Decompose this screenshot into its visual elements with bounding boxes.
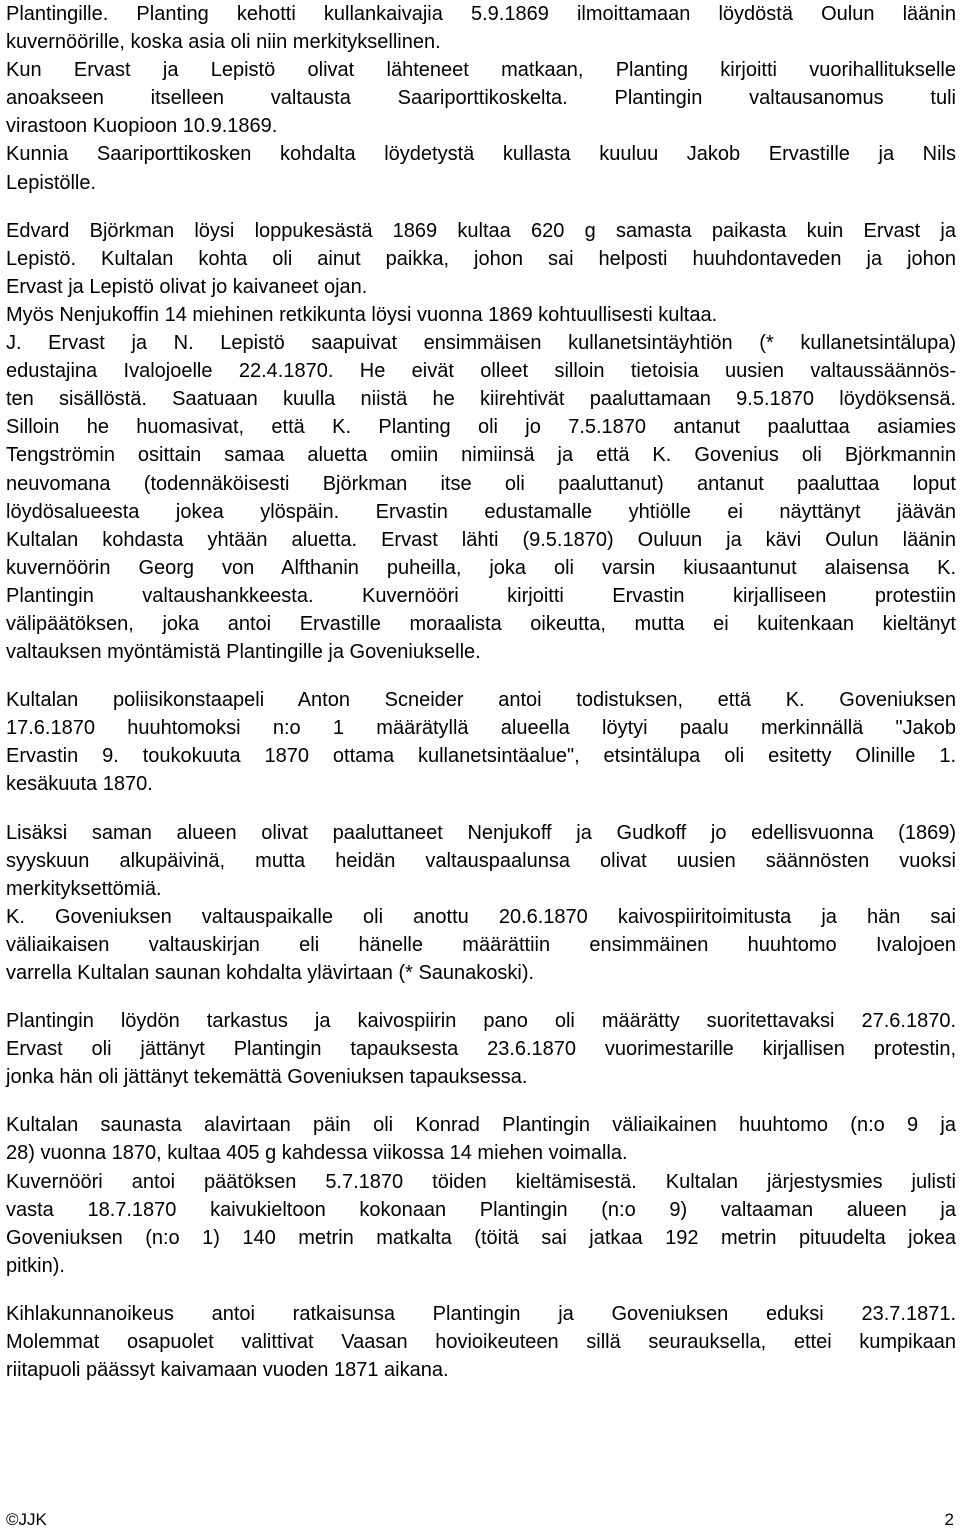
text-line: Kunnia Saariporttikosken kohdalta löydetystä kullasta kuuluu Jakob Ervastille ja Nils [6,143,956,166]
text-line: 17.6.1870 huuhtomoksi n:o 1 määrätyllä alueella löytyi paalu merkinnällä "Jakob [6,717,956,740]
text-line: Ervastin 9. toukokuuta 1870 ottama kullanetsintäalue", etsintälupa oli esitetty Olinille 1. [6,745,956,768]
text-line: Molemmat osapuolet valittivat Vaasan hovioikeuteen sillä seurauksella, ettei kumpikaan [6,1331,956,1354]
text-line: Goveniuksen (n:o 1) 140 metrin matkalta (töitä sai jatkaa 192 metrin pituudelta jokea [6,1226,956,1249]
document-body [6,0,956,1384]
text-line: Ervast ja Lepistö olivat jo kaivaneet ojan. [6,275,368,298]
text-line: valtauksen myöntämistä Plantingille ja Goveniukselle. [6,641,481,664]
paragraph-gap [6,987,956,1007]
text-line: Kun Ervast ja Lepistö olivat lähteneet matkaan, Planting kirjoitti vuorihallitukselle [6,59,956,82]
text-line: Edvard Björkman löysi loppukesästä 1869 kultaa 620 g samasta paikasta kuin Ervast ja [6,219,956,242]
page-number: 2 [944,1510,954,1529]
text-line: välipäätöksen, joka antoi Ervastille moraalista oikeutta, mutta ei kuitenkaan kieltänyt [6,612,956,635]
text-line: varrella Kultalan saunan kohdalta ylävirtaan (* Saunakoski). [6,962,535,984]
page-footer [6,1510,954,1530]
paragraph-gap [6,197,956,217]
text-line: Myös Nenjukoffin 14 miehinen retkikunta löysi vuonna 1869 kohtuullisesti kultaa. [6,303,718,326]
text-line: Plantingille. Planting kehotti kullankaivajia 5.9.1869 ilmoittamaan löydöstä Oulun läänin [6,3,956,25]
text-line: Kuvernööri antoi päätöksen 5.7.1870 töiden kieltämisestä. Kultalan järjestysmies julisti [6,1170,956,1193]
paragraph-gap [6,666,956,686]
text-line: kuvernöörin Georg von Alfthanin puheilla, joka oli varsin kiusaantunut alaisensa K. [6,556,956,579]
text-line: Kihlakunnanoikeus antoi ratkaisunsa Plantingin ja Goveniuksen eduksi 23.7.1871. [6,1302,956,1325]
text-line: virastoon Kuopioon 10.9.1869. [6,115,278,138]
text-line: Kultalan saunasta alavirtaan päin oli Konrad Plantingin väliaikainen huuhtomo (n:o 9 ja [6,1114,956,1137]
text-line: merkityksettömiä. [6,877,162,900]
paragraph-3 [6,686,956,798]
paragraph-2 [6,217,956,667]
paragraph-1 [6,0,956,197]
text-line: kesäkuuta 1870. [6,773,153,796]
text-line: riitapuoli päässyt kaivamaan vuoden 1871 aikana. [6,1359,449,1382]
text-line: löydösalueesta jokea ylöspäin. Ervastin edustamalle yhtiölle ei näyttänyt jäävän [6,500,956,523]
text-line: Lisäksi saman alueen olivat paaluttaneet Nenjukoff ja Gudkoff jo edellisvuonna (1869) [6,821,956,844]
paragraph-gap [6,1091,956,1111]
text-line: K. Goveniuksen valtauspaikalle oli anottu 20.6.1870 kaivospiiritoimitusta ja hän sai [6,905,956,928]
text-line: pitkin). [6,1254,65,1277]
text-line: 28) vuonna 1870, kultaa 405 g kahdessa viikossa 14 miehen voimalla. [6,1142,628,1165]
text-line: vasta 18.7.1870 kaivukieltoon kokonaan Plantingin (n:o 9) valtaaman alueen ja [6,1198,956,1221]
text-line: Kultalan poliisikonstaapeli Anton Scneider antoi todistuksen, että K. Goveniuksen [6,689,956,712]
text-line: kuvernöörille, koska asia oli niin merkityksellinen. [6,31,441,54]
text-line: Tengströmin osittain samaa aluetta omiin nimiinsä ja että K. Govenius oli Björkmannin [6,444,956,467]
text-line: ten sisällöstä. Saatuaan kuulla niistä he kiirehtivät paaluttamaan 9.5.1870 löydöksensä. [6,388,956,411]
text-line: väliaikaisen valtauskirjan eli hänelle määrättiin ensimmäinen huuhtomo Ivalojoen [6,933,956,956]
paragraph-7 [6,1300,956,1384]
text-line: edustajina Ivalojoelle 22.4.1870. He eivät olleet silloin tietoisia uusien valtaussäännös- [6,360,956,383]
paragraph-gap [6,799,956,819]
text-line: Lepistölle. [6,171,97,194]
text-line: syyskuun alkupäivinä, mutta heidän valtauspaalunsa olivat uusien säännösten vuoksi [6,849,956,872]
paragraph-6 [6,1111,956,1280]
text-line: Kultalan kohdasta yhtään aluetta. Ervast lähti (9.5.1870) Ouluun ja kävi Oulun läänin [6,528,956,551]
text-line: Silloin he huomasivat, että K. Planting oli jo 7.5.1870 antanut paaluttaa asiamies [6,416,956,439]
text-line: Plantingin valtaushankkeesta. Kuvernööri kirjoitti Ervastin kirjalliseen protestiin [6,584,956,607]
text-line: J. Ervast ja N. Lepistö saapuivat ensimmäisen kullanetsintäyhtiön (* kullanetsintälupa) [6,332,956,355]
text-line: Lepistö. Kultalan kohta oli ainut paikka, johon sai helposti huuhdontaveden ja johon [6,247,956,270]
text-line: jonka hän oli jättänyt tekemättä Goveniuksen tapauksessa. [6,1066,528,1089]
paragraph-4 [6,819,956,988]
text-line: Ervast oli jättänyt Plantingin tapauksesta 23.6.1870 vuorimestarille kirjallisen protestin, [6,1038,956,1061]
copyright-label: ©JJK [6,1510,47,1529]
text-line: Plantingin löydön tarkastus ja kaivospiirin pano oli määrätty suoritettavaksi 27.6.1870. [6,1010,956,1033]
text-line: anoakseen itselleen valtausta Saariporttikoskelta. Plantingin valtausanomus tuli [6,87,956,110]
paragraph-gap [6,1280,956,1300]
text-line: neuvomana (todennäköisesti Björkman itse oli paaluttanut) antanut paaluttaa loput [6,472,956,495]
paragraph-5 [6,1007,956,1091]
